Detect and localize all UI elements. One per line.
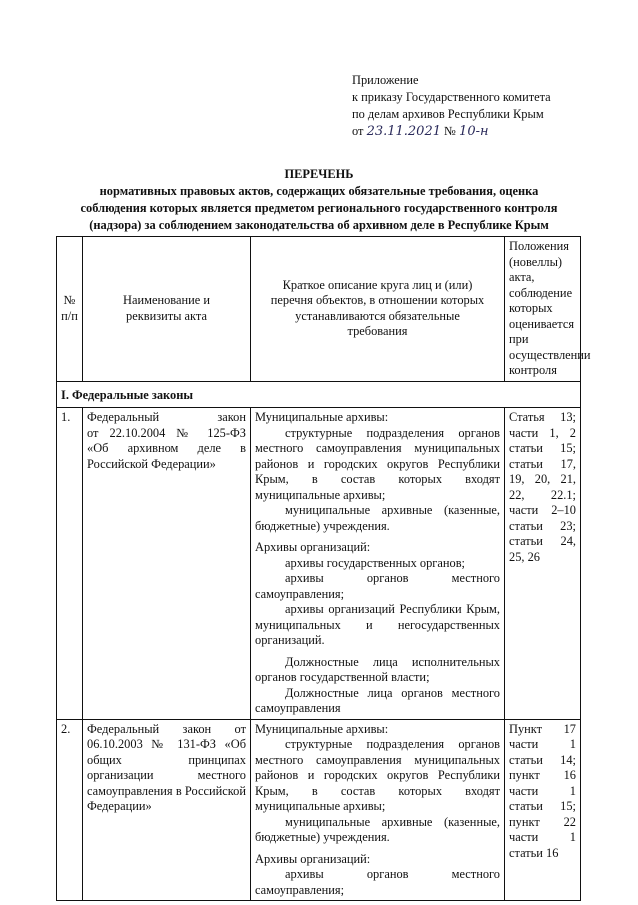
row-description: Муниципальные архивы: структурные подразделения органов местного самоуправления муниципальных районов и городских округов Республики Крым, в состав которых входят муниципальные архивы; муниципальные архивные (казенные, бюджетные) учреждения. Архивы организаций: архивы органов местного самоуправления; xyxy=(251,719,505,901)
row-provisions: Пункт 17 части 1 статьи 14; пункт 16 части 1 статьи 15; пункт 22 части 1 статьи 16 xyxy=(505,719,581,901)
header-name: Наименование и реквизиты акта xyxy=(83,237,251,382)
header-num: № п/п xyxy=(57,237,83,382)
appendix-date-line: от 23.11.2021 № 10-н xyxy=(352,124,489,139)
handwritten-date: 23.11.2021 xyxy=(366,124,441,139)
document-title-line-2: соблюдения которых является предметом регионального государственного контроля xyxy=(80,201,558,215)
table-header-row xyxy=(57,237,581,382)
appendix-order-line: к приказу Государственного комитета xyxy=(352,90,551,104)
document-title-line-1: нормативных правовых актов, содержащих обязательные требования, оценка xyxy=(99,184,539,198)
row-description: Муниципальные архивы: структурные подразделения органов местного самоуправления муниципальных районов и городских округов Республики Крым, в состав которых входят муниципальные архивы; муниципальные архивные (казенные, бюджетные) учреждения. Архивы организаций: архивы государственных органов; архивы органов местного самоуправления; архивы организаций Республики Крым, муниципальных и негосударственных организаций. Должностные лица исполнительных органов государственной власти; Должностные лица органов местного самоуправления xyxy=(251,408,505,720)
appendix-title: Приложение xyxy=(352,73,419,87)
row-act: Федеральный закон от 22.10.2004 № 125-ФЗ «Об архивном деле в Российской Федерации» xyxy=(83,408,251,720)
row-num: 1. xyxy=(57,408,83,720)
table-row xyxy=(57,719,581,901)
section-title: I. Федеральные законы xyxy=(57,381,581,408)
acts-table xyxy=(56,236,591,901)
appendix-block xyxy=(352,72,614,140)
row-act: Федеральный закон от 06.10.2003 № 131-ФЗ «Об общих принципах организации местного самоуправления в Российской Федерации» xyxy=(83,719,251,901)
row-num: 2. xyxy=(57,719,83,901)
header-description: Краткое описание круга лиц и (или) перечня объектов, в отношении которых устанавливаются обязательные требования xyxy=(251,237,505,382)
section-row xyxy=(57,381,581,408)
appendix-committee-line: по делам архивов Республики Крым xyxy=(352,107,544,121)
header-provisions: Положения (новеллы) акта, соблюдение которых оценивается при осуществлении контроля xyxy=(505,237,581,382)
document-title-line-3: (надзора) за соблюдением законодательства об архивном деле в Республике Крым xyxy=(89,218,549,232)
row-provisions: Статья 13; части 1, 2 статьи 15; статьи 17, 19, 20, 21, 22, 22.1; части 2–10 статьи 23; статьи 24, 25, 26 xyxy=(505,408,581,720)
handwritten-number: 10-н xyxy=(459,124,489,139)
table-row xyxy=(57,408,581,720)
document-heading: ПЕРЕЧЕНЬ xyxy=(284,167,354,181)
